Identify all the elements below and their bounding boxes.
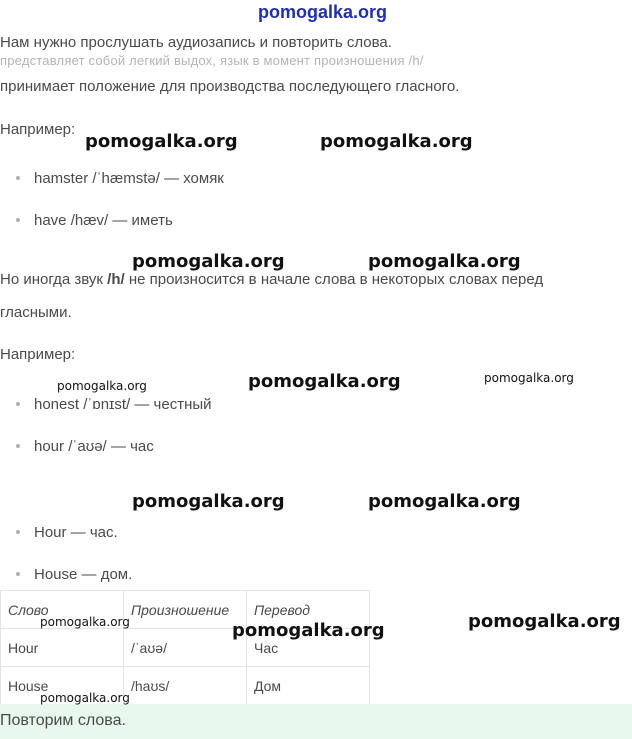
silent-h-text-line2: гласными.: [0, 304, 72, 321]
bullet-icon: [16, 530, 20, 534]
table-cell: /haʊs/: [124, 667, 247, 705]
list-item-text: honest /ˈɒnɪst/ — честный: [34, 396, 212, 413]
silent-h-sound: /h/: [107, 271, 125, 288]
example-label-1: Например:: [0, 121, 76, 138]
list-item-text: hour /ˈaʊə/ — час: [34, 438, 154, 455]
watermark: pomogalka.org: [85, 131, 238, 152]
table-header-pronunciation: Произношение: [124, 591, 247, 629]
header-watermark: pomogalka.org: [258, 2, 388, 22]
list-item: [16, 523, 118, 543]
watermark: pomogalka.org: [320, 131, 473, 152]
list-item: [16, 565, 132, 585]
table-header-translation: Перевод: [247, 591, 370, 629]
watermark: pomogalka.org: [40, 615, 130, 629]
list-item-text: have /hæv/ — иметь: [34, 212, 173, 229]
watermark: pomogalka.org: [57, 379, 147, 393]
table-cell: /ˈaʊə/: [124, 629, 247, 667]
bullet-icon: [16, 218, 20, 222]
watermark: pomogalka.org: [368, 491, 521, 512]
list-item: [16, 395, 212, 415]
list-item-text: House — дом.: [34, 566, 133, 583]
list-item-text: Hour — час.: [34, 524, 118, 541]
silent-h-text: [0, 270, 543, 290]
watermark: pomogalka.org: [468, 611, 621, 632]
watermark: pomogalka.org: [40, 691, 130, 705]
repeat-words-text: Повторим слова.: [0, 712, 126, 729]
watermark: pomogalka.org: [248, 371, 401, 392]
bullet-icon: [16, 444, 20, 448]
intro-text: Нам нужно прослушать аудиозапись и повторить слова.: [0, 34, 392, 51]
table-cell: Дом: [247, 667, 370, 705]
list-item: [16, 211, 173, 231]
watermark: pomogalka.org: [368, 251, 521, 272]
watermark: pomogalka.org: [232, 620, 385, 641]
list-item-text: hamster /ˈhæmstə/ — хомяк: [34, 170, 224, 187]
table-cell: Час: [247, 629, 370, 667]
table-header-word: Слово: [1, 591, 124, 629]
bullet-icon: [16, 402, 20, 406]
ghost-text-line: представляет собой легкий выдох, язык в момент произношения /h/: [0, 53, 424, 68]
bullet-icon: [16, 572, 20, 576]
words-table: [0, 590, 370, 705]
list-item: [16, 437, 154, 457]
list-item: [16, 169, 224, 189]
silent-h-text-post: не произносится в начале слова в некоторых словах перед: [124, 271, 544, 288]
watermark: pomogalka.org: [484, 371, 574, 385]
watermark: pomogalka.org: [132, 251, 285, 272]
bullet-icon: [16, 176, 20, 180]
repeat-words-bar: [0, 704, 632, 739]
silent-h-text-pre: Но иногда звук: [0, 271, 108, 288]
table-cell: House: [1, 667, 124, 705]
position-text: принимает положение для производства последующего гласного.: [0, 78, 460, 95]
example-label-2: Например:: [0, 346, 76, 363]
table-cell: Hour: [1, 629, 124, 667]
watermark: pomogalka.org: [132, 491, 285, 512]
